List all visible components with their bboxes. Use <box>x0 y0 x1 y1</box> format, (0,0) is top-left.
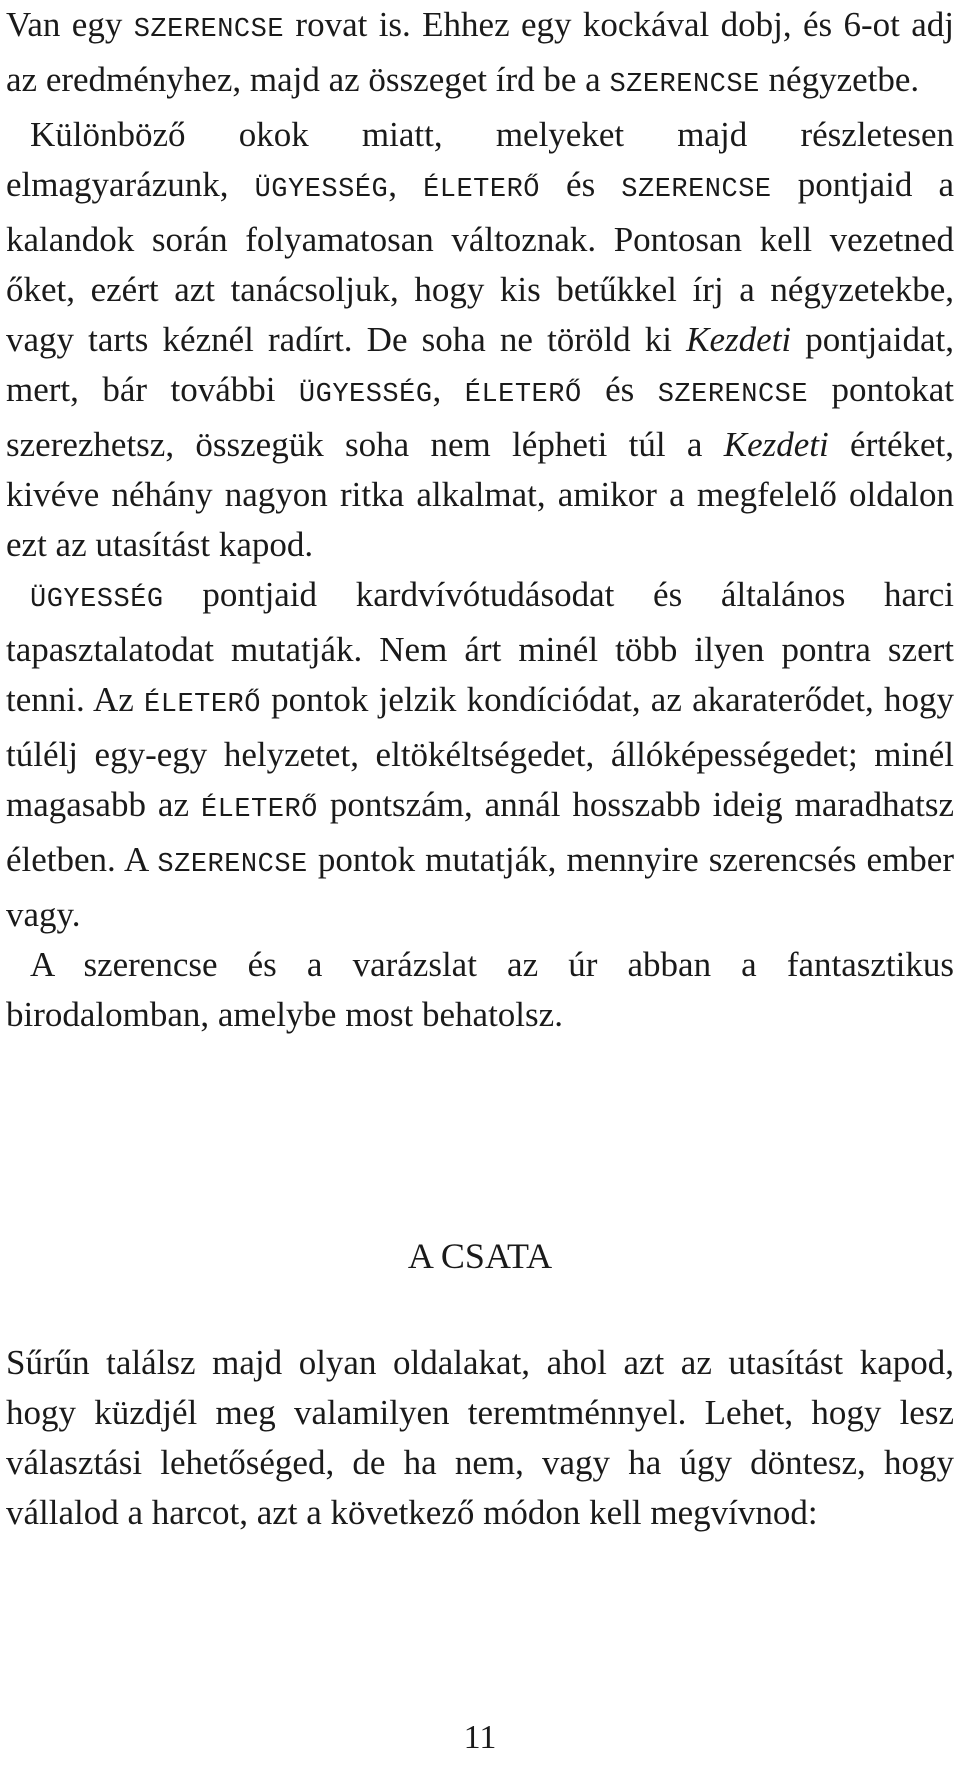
stat-term-luck: SZERENCSE <box>133 15 285 45</box>
paragraph-battle-intro <box>6 1338 954 1538</box>
text-run: és <box>539 165 622 204</box>
text-run: Különböző okok miatt, melyeket majd részletesen elmagyarázunk, <box>6 115 954 204</box>
text-run: , <box>432 370 465 409</box>
stat-term-stamina: ÉLETERŐ <box>464 380 582 410</box>
text-run: négyzetbe. <box>759 60 920 99</box>
paragraph-changing-scores <box>6 110 954 570</box>
stat-term-stamina: ÉLETERŐ <box>423 175 540 205</box>
stat-term-stamina: ÉLETERŐ <box>144 690 261 720</box>
text-run: rovat is. Ehhez egy kockával dobj, és 6-ot adj az eredményhez, majd az összeget írd be a <box>6 5 954 99</box>
rules-text-block <box>6 0 954 1040</box>
italic-term-initial: Kezdeti <box>686 320 792 359</box>
stat-term-luck: SZERENCSE <box>621 175 772 205</box>
text-run: pontokat szerezhetsz, összegük soha nem lépheti túl a <box>6 370 954 464</box>
stat-term-luck: SZERENCSE <box>609 70 760 100</box>
italic-term-initial: Kezdeti <box>723 425 829 464</box>
text-run: , <box>388 165 424 204</box>
text-run: pontszám, annál hosszabb ideig maradhatsz életben. A <box>6 785 954 879</box>
paragraph-stat-meaning <box>6 570 954 940</box>
text-run: pontjaidat, mert, bár további <box>6 320 955 409</box>
stat-term-skill: ÜGYESSÉG <box>254 175 389 205</box>
stat-term-luck: SZERENCSE <box>157 850 308 880</box>
text-run: pontok mutatják, mennyire szerencsés ember vagy. <box>6 840 954 934</box>
text-run: és <box>581 370 658 409</box>
book-page <box>6 0 954 1769</box>
text-run: pontjaid kardvívótudásodat és általános harci tapasztalatodat mutatják. Nem árt minél több ilyen pontra szert tenni. Az <box>6 575 954 719</box>
stat-term-stamina: ÉLETERŐ <box>200 795 318 825</box>
stat-term-luck: SZERENCSE <box>657 380 809 410</box>
paragraph-luck-box <box>6 0 954 110</box>
battle-text-block <box>6 1338 954 1538</box>
paragraph-luck-and-magic <box>6 940 954 1040</box>
section-heading: A CSATA <box>407 1236 553 1276</box>
text-run: pontok jelzik kondíciódat, az akaraterődet, hogy túlélj egy-egy helyzetet, eltökéltségedet, állóképességedet; minél magasabb az <box>6 680 954 824</box>
stat-term-skill: ÜGYESSÉG <box>30 585 164 615</box>
text-run: pontjaid a kalandok során folyamatosan változnak. Pontosan kell vezetned őket, ezért azt tanácsoljuk, hogy kis betűkkel írj a négyzetekbe, vagy tarts kéznél radírt. De soha ne töröld ki <box>6 165 955 359</box>
page-number: 11 <box>463 1719 497 1756</box>
text-run: Van egy <box>6 5 134 44</box>
stat-term-skill: ÜGYESSÉG <box>298 380 433 410</box>
text-run: A szerencse és a varázslat az úr abban a fantasztikus birodalomban, amelybe most behatolsz. <box>6 945 954 1034</box>
text-run: Sűrűn találsz majd olyan oldalakat, ahol azt az utasítást kapod, hogy küzdjél meg valamilyen teremtménnyel. Lehet, hogy lesz választási lehetőséged, de ha nem, vagy ha úgy döntesz, hogy vállalod a harcot, azt a következő módon kell megvívnod: <box>6 1343 954 1532</box>
text-run: értéket, kivéve néhány nagyon ritka alkalmat, amikor a megfelelő oldalon ezt az utasítást kapod. <box>6 425 954 564</box>
